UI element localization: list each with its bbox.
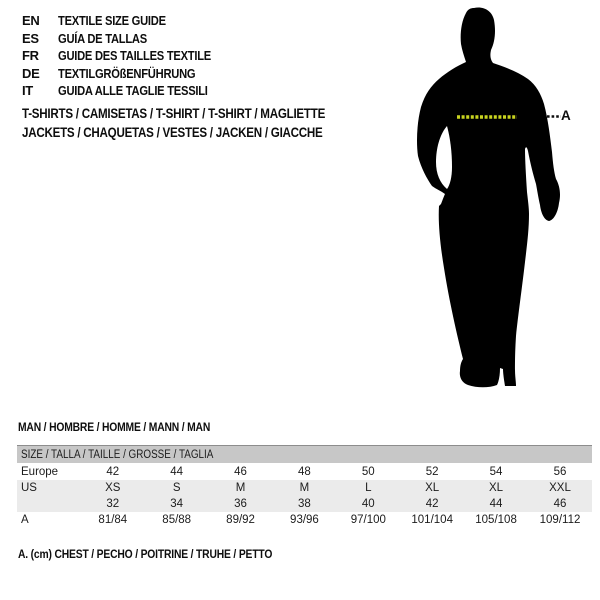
size-cell: 34	[145, 496, 209, 512]
gender-label: MAN / HOMBRE / HOMME / MANN / MAN	[18, 420, 211, 434]
language-code: FR	[22, 48, 39, 64]
size-table-header-row	[17, 446, 592, 464]
size-table-header: SIZE / TALLA / TAILLE / GRÖSSE / TAGLIA	[21, 448, 214, 461]
size-cell: XS	[81, 480, 145, 496]
language-row	[22, 65, 236, 83]
size-cell: 52	[425, 465, 439, 478]
row-label: Europe	[21, 465, 59, 478]
size-cell: 89/92	[226, 514, 255, 526]
category-line-tshirts: T-SHIRTS / CAMISETAS / T-SHIRT / T-SHIRT / MAGLIETTE	[22, 106, 326, 121]
size-cell: 40	[336, 496, 400, 512]
size-cell: 105/108	[475, 514, 517, 526]
category-header	[22, 105, 374, 142]
size-cell: 46	[528, 496, 592, 512]
language-code: ES	[22, 30, 39, 46]
language-title: GUIDA ALLE TAGLIE TESSILI	[58, 83, 208, 99]
language-code: IT	[22, 83, 33, 99]
size-cell: 44	[170, 465, 184, 478]
size-cell: 42	[400, 496, 464, 512]
language-code: EN	[22, 13, 40, 29]
size-cell: 36	[209, 496, 273, 512]
size-cell: M	[273, 480, 337, 496]
language-header	[22, 12, 236, 100]
language-title: TEXTILGRÖßENFÜHRUNG	[58, 65, 196, 81]
size-cell: 48	[298, 465, 311, 478]
size-cell: 44	[464, 496, 528, 512]
language-title: TEXTILE SIZE GUIDE	[58, 13, 166, 29]
size-cell: 32	[81, 496, 145, 512]
size-cell: 56	[553, 465, 567, 478]
size-cell: XL	[464, 480, 528, 496]
size-cell: XL	[400, 480, 464, 496]
size-cell: 42	[106, 465, 120, 478]
size-cell: 85/88	[162, 514, 192, 526]
size-cell: 101/104	[411, 514, 453, 526]
man-silhouette-graphic	[390, 0, 600, 420]
language-title: GUIDE DES TAILLES TEXTILE	[58, 48, 211, 64]
language-title: GUÍA DE TALLAS	[58, 30, 147, 46]
row-label: US	[17, 480, 81, 496]
size-cell: 38	[273, 496, 337, 512]
row-label	[17, 496, 81, 512]
measurement-footnote: A. (cm) CHEST / PECHO / POITRINE / TRUHE / PETTO	[18, 547, 273, 561]
size-cell: S	[145, 480, 209, 496]
row-label: A	[21, 514, 29, 526]
table-row-europe	[17, 463, 592, 480]
size-cell: 50	[361, 465, 375, 478]
size-cell: 109/112	[539, 514, 581, 526]
man-silhouette	[417, 8, 560, 388]
size-cell: 46	[234, 465, 247, 478]
size-cell: 81/84	[98, 514, 128, 526]
language-row	[22, 12, 236, 30]
size-cell: L	[336, 480, 400, 496]
size-cell: 97/100	[350, 514, 386, 526]
language-row	[22, 47, 236, 65]
language-row	[22, 30, 236, 48]
language-row	[22, 82, 236, 100]
table-row-us	[17, 480, 592, 496]
figure-area	[390, 0, 600, 420]
size-cell: 54	[489, 465, 503, 478]
table-row-chest-cm	[17, 512, 592, 528]
size-cell: XXL	[528, 480, 592, 496]
table-row-us-numeric	[17, 496, 592, 512]
language-code: DE	[22, 65, 40, 81]
size-cell: 93/96	[290, 514, 319, 526]
measure-label-a: A	[561, 108, 571, 123]
size-table	[17, 445, 592, 528]
size-cell: M	[209, 480, 273, 496]
category-line-jackets: JACKETS / CHAQUETAS / VESTES / JACKEN / GIACCHE	[22, 124, 323, 140]
